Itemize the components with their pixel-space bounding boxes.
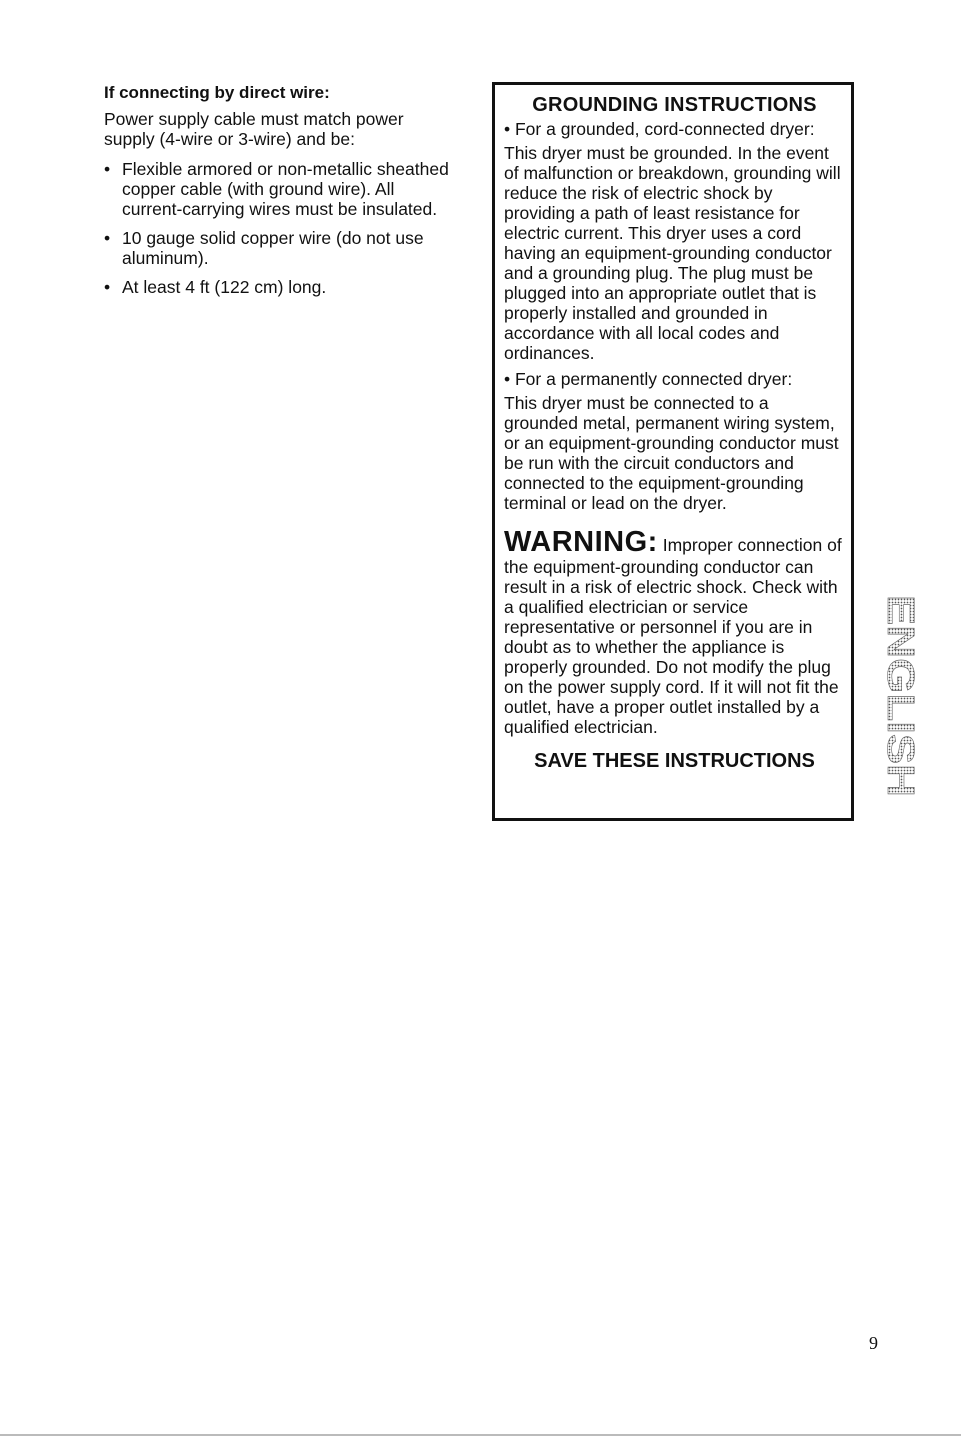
- permanent-connection-heading: • For a permanently connected dryer:: [504, 369, 793, 389]
- warning-block: [504, 527, 845, 737]
- warning-text: Improper connection of the equipment-grounding conductor can result in a risk of electric shock. Check with a qualified electrician or service representative or personnel if you are in doubt as to whether the appliance is properly grounded. Do not modify the plug on the power supply cord. If it will not fit the outlet, have a proper outlet installed by a qualified electrician.: [504, 535, 842, 737]
- save-instructions-label: SAVE THESE INSTRUCTIONS: [534, 750, 815, 772]
- requirement-item: • 10 gauge solid copper wire (do not use aluminum).: [104, 228, 449, 268]
- direct-wire-heading: If connecting by direct wire:: [104, 83, 330, 102]
- permanent-connection-text: This dryer must be connected to a grounded metal, permanent wiring system, or an equipment-grounding conductor must be run with the circuit conductors and connected to the equipment-grounding terminal or lead on the dryer.: [504, 393, 839, 513]
- language-tab: [872, 595, 921, 797]
- cord-connected-heading: • For a grounded, cord-connected dryer:: [504, 119, 815, 139]
- grounding-instructions-box: [492, 82, 854, 821]
- language-tab-label: ENGLISH: [879, 595, 921, 764]
- requirement-item: • At least 4 ft (122 cm) long.: [104, 277, 449, 297]
- grounding-title: GROUNDING INSTRUCTIONS: [532, 94, 817, 116]
- warning-label: WARNING:: [504, 526, 658, 558]
- cord-connected-text: This dryer must be grounded. In the event of malfunction or breakdown, grounding will reduce the risk of electric shock by providing a path of least resistance for electric current. This dryer uses a cord having an equipment-grounding conductor and a grounding plug. The plug must be plugged into an appropriate outlet that is properly installed and grounded in accordance with all local codes and ordinances.: [504, 143, 841, 363]
- direct-wire-intro: Power supply cable must match power supply (4-wire or 3-wire) and be:: [104, 109, 404, 149]
- direct-wire-section: [104, 83, 449, 306]
- direct-wire-requirements: [104, 159, 449, 297]
- requirement-item: • Flexible armored or non-metallic sheathed copper cable (with ground wire). All current-carrying wires must be insulated.: [104, 159, 449, 219]
- page-number: 9: [869, 1333, 878, 1353]
